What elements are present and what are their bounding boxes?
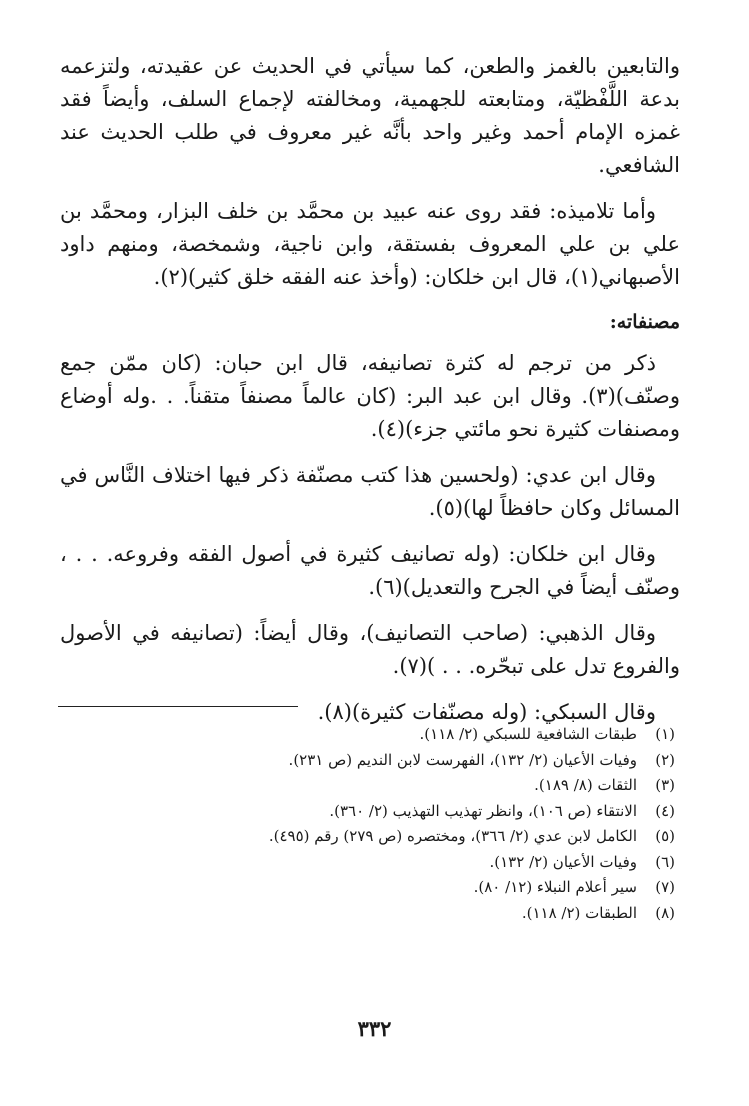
footnote-item [60,850,675,876]
footnote-number: (٣) [655,776,675,794]
footnote-item [60,901,675,927]
footnote-number: (٥) [655,827,675,845]
footnote-divider [58,706,298,707]
footnote-number: (٤) [655,801,675,820]
section-heading: مصنفاته: [609,311,680,333]
footnote-text: الثقات (٨/ ١٨٩). [534,776,637,794]
footnote-number: (٦) [655,852,675,871]
footnotes-list [60,722,675,926]
footnote-number: (٨) [655,903,675,922]
footnote-text: الكامل لابن عدي (٢/ ٣٦٦)، ومختصره (ص ٢٧٩) رقم (٤٩٥). [268,827,637,845]
footnote-text: طبقات الشافعية للسبكي (٢/ ١١٨). [419,725,637,743]
footnote-number: (٧) [655,878,675,896]
footnote-text: الطبقات (٢/ ١١٨). [521,903,637,922]
paragraph-6: وقال الذهبي: (صاحب التصانيف)، وقال أيضاً: (تصانيفه في الأصول والفروع تدل على تبحّره. . . )(٧). [60,621,680,678]
paragraph-2: وأما تلاميذه: فقد روى عنه عبيد بن محمَّد بن خلف البزار، ومحمَّد بن علي بن علي المعروف بفستقة، وابن ناجية، وشمخصة، ومنهم داود الأصبهاني(١)، قال ابن خلكان: (وأخذ عنه الفقه خلق كثير)(٢). [60,199,680,289]
footnote-item [60,824,675,850]
footnote-item [60,722,675,748]
paragraph-5: وقال ابن خلكان: (وله تصانيف كثيرة في أصول الفقه وفروعه. . . ، وصنّف أيضاً في الجرح والتعديل)(٦). [60,542,680,599]
footnote-text: سير أعلام النبلاء (١٢/ ٨٠). [473,878,637,896]
page-number: ٣٣٢ [357,1016,392,1041]
page-body [60,50,680,742]
paragraph-7: وقال السبكي: (وله مصنّفات كثيرة)(٨). [317,700,656,724]
footnote-item [60,773,675,799]
footnote-text: وفيات الأعيان (٢/ ١٣٢). [489,852,637,871]
footnote-number: (٢) [655,750,675,769]
footnote-number: (١) [655,725,675,743]
paragraph-4: وقال ابن عدي: (ولحسين هذا كتب مصنّفة ذكر فيها اختلاف النَّاس في المسائل وكان حافظاً لها)(٥). [60,463,680,520]
footnote-text: الانتقاء (ص ١٠٦)، وانظر تهذيب التهذيب (٢/ ٣٦٠). [329,801,637,820]
footnote-item [60,748,675,774]
paragraph-3: ذكر من ترجم له كثرة تصانيفه، قال ابن حبان: (كان ممّن جمع وصنّف)(٣). وقال ابن عبد البر: (كان عالماً مصنفاً متقناً. . .وله أوضاع ومصنفات كثيرة نحو مائتي جزء)(٤). [60,351,680,441]
footnote-item [60,875,675,901]
paragraph-1: والتابعين بالغمز والطعن، كما سيأتي في الحديث عن عقيدته، ولتزعمه بدعة اللَّفْظيّة، ومتابعته للجهمية، ومخالفته لإجماع السلف، وأيضاً فقد غمزه الإمام أحمد وغير واحد بأنَّه غير معروف في طلب الحديث عند الشافعي. [60,54,680,177]
footnote-item [60,799,675,825]
footnote-text: وفيات الأعيان (٢/ ١٣٢)، الفهرست لابن النديم (ص ٢٣١). [288,750,637,769]
